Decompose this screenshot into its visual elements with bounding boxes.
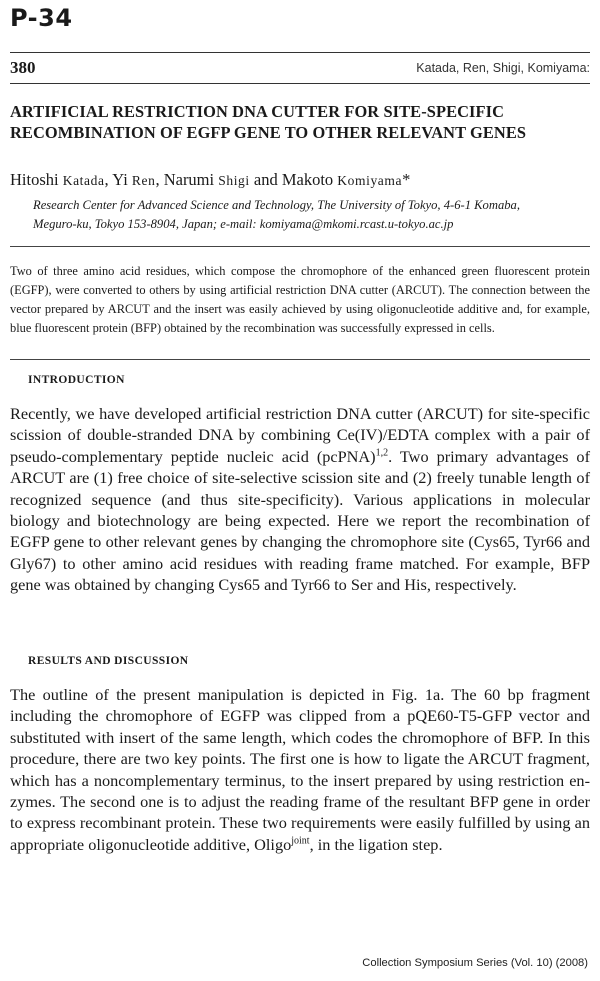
title-line-2: RECOMBINATION OF EGFP GENE TO OTHER RELEVANT GENES	[10, 123, 527, 142]
author: Hitoshi Katada	[10, 170, 105, 189]
title-line-1: ARTIFICIAL RESTRICTION DNA CUTTER FOR SITE-SPECIFIC	[10, 102, 505, 121]
affiliation-line-2: Meguro-ku, Tokyo 153-8904, Japan; e-mail: komiyama@mkomi.rcast.u-tokyo.ac.jp	[33, 217, 454, 231]
corresponding-author-mark: *	[402, 170, 411, 189]
paper-title	[10, 101, 595, 143]
introduction-body: Recently, we have developed artificial restriction DNA cutter (ARCUT) for site-specific scission of double-stranded DNA by combining Ce(IV)/EDTA complex with a pair of pseudo-complementary peptide nucleic acid (pcPNA)$^{1,2}$. Two primary advantages of ARCUT are (1) free choice of site-selective scission site and (2) freely tunable length of recognized sequence (and thus site-specificity). Various applications in molecular biology and biotechnology are being expected. Here we report the recombination of EGFP gene to other relevant genes by changing the chromophore site (Cys65, Tyr66 and Gly67) to other amino acid residues with reading frame matched. For example, BFP gene was obtained by changing Cys65 and Tyr66 to Ser and His, respectively.	[10, 404, 590, 595]
divider	[10, 359, 590, 360]
author: Yi Ren	[112, 170, 156, 189]
author: Narumi Shigi	[163, 170, 250, 189]
section-heading-results: RESULTS AND DISCUSSION	[28, 655, 189, 667]
results-body: The outline of the present manipulation is depicted in Fig. 1a. The 60 bp fragment including the chromophore of EGFP was clipped from a pQE60-T5-GFP vector and substituted with insert of the same length, which codes the chromophore of BFP. In this procedure, there are two key points. The first one is how to ligate the ARCUT fragment, which has a noncomplementary terminus, to the insert prepared by using restriction enzymes. The second one is to adjust the reading frame of the resultant BFP gene in order to express recombinant protein. These two requirements were easily fulfilled by using an appropriate oligonucleotide additive, Oligo$^{joint}$, in the ligation step.	[10, 685, 590, 854]
running-head: Katada, Ren, Shigi, Komiyama:	[416, 61, 590, 75]
citation-superscript: 1,2	[375, 447, 389, 459]
affiliation-line-1: Research Center for Advanced Science and Technology, The University of Tokyo, 4-6-1 Komaba,	[33, 198, 520, 212]
author-list: Hitoshi Katada, Yi Ren, Narumi Shigi and Makoto Komiyama*	[10, 170, 411, 189]
poster-id: P-34	[10, 4, 73, 32]
page-number: 380	[10, 58, 36, 77]
abstract: Two of three amino acid residues, which compose the chromophore of the enhanced green fluorescent protein (EGFP), were converted to others by using artificial restriction DNA cutter (ARCUT). The connection between the vector prepared by ARCUT and the insert was easily achieved by using oligonucleotide additive and, for example, blue fluorescent protein (BFP) obtained by the recombination was successfully expressed in cells.	[10, 264, 590, 335]
page-header	[10, 52, 590, 84]
author: Makoto Komiyama	[281, 170, 403, 189]
section-heading-introduction: INTRODUCTION	[28, 374, 125, 386]
divider	[10, 246, 590, 247]
page-footer: Collection Symposium Series (Vol. 10) (2008)	[362, 957, 588, 969]
oligo-superscript: joint	[291, 835, 310, 847]
affiliation	[33, 196, 593, 234]
